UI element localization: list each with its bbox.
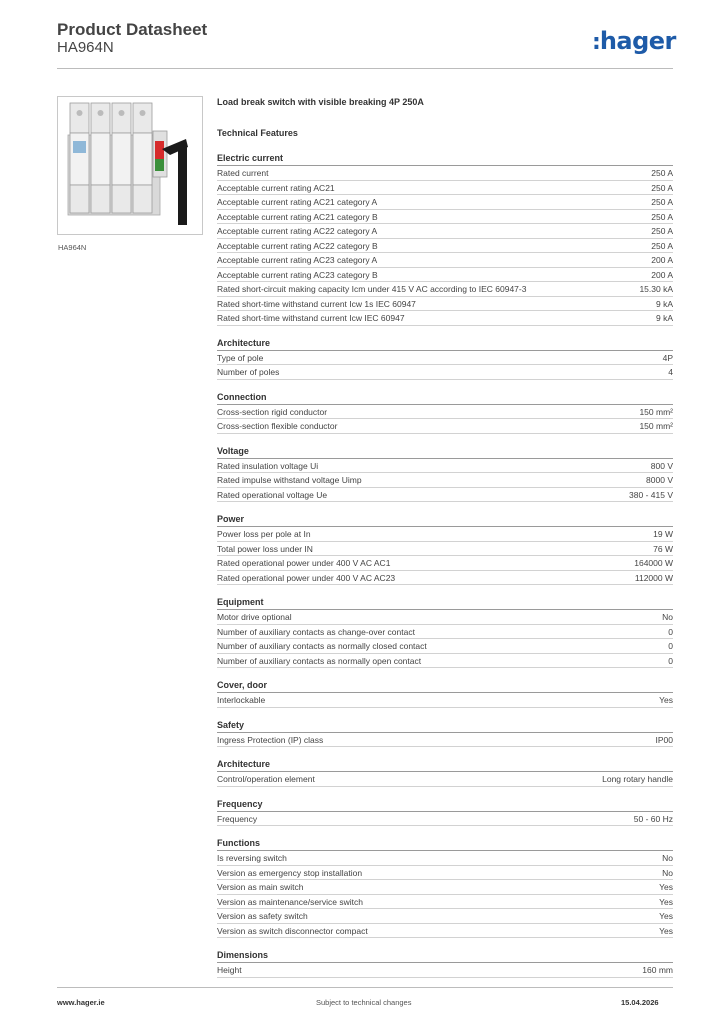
spec-row bbox=[217, 297, 673, 312]
page-title: Product Datasheet bbox=[57, 20, 208, 39]
spec-section bbox=[217, 152, 673, 326]
spec-row bbox=[217, 733, 673, 748]
spec-row bbox=[217, 880, 673, 895]
spec-label: Acceptable current rating AC23 category A bbox=[217, 255, 378, 265]
switch-illustration bbox=[58, 97, 202, 234]
section-title: Equipment bbox=[217, 596, 673, 610]
section-title: Cover, door bbox=[217, 679, 673, 693]
spec-value: No bbox=[662, 612, 673, 622]
spec-value: 9 kA bbox=[655, 298, 673, 309]
spec-sections bbox=[217, 152, 673, 978]
spec-value: 76 W bbox=[653, 543, 673, 554]
footer-notice: Subject to technical changes bbox=[316, 998, 412, 1007]
spec-label: Acceptable current rating AC23 category B bbox=[217, 269, 378, 280]
spec-value: 200 A bbox=[651, 269, 673, 280]
spec-row bbox=[217, 473, 673, 488]
section-title: Dimensions bbox=[217, 949, 673, 963]
spec-value: 8000 V bbox=[646, 475, 673, 485]
section-title: Safety bbox=[217, 719, 673, 733]
spec-label: Rated current bbox=[217, 168, 269, 178]
product-title: Load break switch with visible breaking 4P 250A bbox=[217, 97, 424, 107]
spec-label: Type of pole bbox=[217, 352, 264, 363]
spec-value: 164000 W bbox=[634, 558, 673, 568]
spec-row bbox=[217, 851, 673, 866]
spec-label: Rated short-time withstand current Icw IEC 60947 bbox=[217, 313, 405, 323]
spec-row bbox=[217, 693, 673, 708]
spec-value: Yes bbox=[659, 925, 673, 936]
product-image bbox=[57, 96, 203, 235]
spec-value: 4P bbox=[662, 352, 673, 363]
spec-row bbox=[217, 351, 673, 366]
spec-value: No bbox=[662, 867, 673, 878]
spec-label: Rated short-circuit making capacity Icm under 415 V AC according to IEC 60947-3 bbox=[217, 284, 527, 294]
spec-value: 160 mm bbox=[642, 965, 673, 975]
spec-value: IP00 bbox=[655, 734, 673, 745]
spec-row bbox=[217, 772, 673, 787]
spec-value: 250 A bbox=[651, 240, 673, 251]
spec-label: Ingress Protection (IP) class bbox=[217, 734, 324, 745]
spec-label: Is reversing switch bbox=[217, 853, 287, 863]
spec-value: 150 mm² bbox=[639, 406, 673, 417]
product-code: HA964N bbox=[57, 39, 114, 56]
spec-row bbox=[217, 895, 673, 910]
spec-section bbox=[217, 513, 673, 585]
spec-row bbox=[217, 282, 673, 297]
spec-value: 380 - 415 V bbox=[629, 489, 673, 500]
section-title: Electric current bbox=[217, 152, 673, 166]
spec-value: 15.30 kA bbox=[639, 284, 673, 294]
spec-row bbox=[217, 210, 673, 225]
logo-text: hager bbox=[599, 27, 676, 55]
spec-row bbox=[217, 195, 673, 210]
spec-label: Rated operational power under 400 V AC AC1 bbox=[217, 558, 391, 568]
spec-value: 250 A bbox=[651, 197, 673, 207]
spec-value: Yes bbox=[659, 882, 673, 892]
spec-row bbox=[217, 268, 673, 283]
spec-value: Long rotary handle bbox=[602, 774, 673, 784]
technical-features-heading: Technical Features bbox=[217, 128, 298, 138]
spec-value: 250 A bbox=[651, 226, 673, 236]
spec-value: 112000 W bbox=[634, 572, 673, 583]
spec-label: Version as maintenance/service switch bbox=[217, 896, 363, 907]
spec-row bbox=[217, 924, 673, 939]
spec-label: Power loss per pole at In bbox=[217, 529, 311, 539]
spec-value: 4 bbox=[668, 367, 673, 377]
spec-label: Frequency bbox=[217, 813, 258, 824]
spec-section bbox=[217, 337, 673, 380]
spec-section bbox=[217, 837, 673, 938]
spec-label: Number of auxiliary contacts as normally open contact bbox=[217, 655, 422, 666]
footer-divider bbox=[57, 987, 673, 988]
footer-website: www.hager.ie bbox=[57, 998, 105, 1007]
spec-section bbox=[217, 679, 673, 708]
spec-label: Number of poles bbox=[217, 367, 280, 377]
spec-section bbox=[217, 391, 673, 434]
spec-row bbox=[217, 239, 673, 254]
spec-row bbox=[217, 571, 673, 586]
spec-section bbox=[217, 596, 673, 668]
spec-label: Interlockable bbox=[217, 695, 266, 705]
spec-row bbox=[217, 459, 673, 474]
spec-section bbox=[217, 949, 673, 978]
spec-label: Rated operational power under 400 V AC AC23 bbox=[217, 572, 396, 583]
spec-row bbox=[217, 419, 673, 434]
spec-row bbox=[217, 405, 673, 420]
spec-row bbox=[217, 311, 673, 326]
section-title: Connection bbox=[217, 391, 673, 405]
spec-value: 0 bbox=[668, 641, 673, 651]
spec-row bbox=[217, 224, 673, 239]
spec-label: Cross-section rigid conductor bbox=[217, 406, 328, 417]
section-title: Functions bbox=[217, 837, 673, 851]
spec-value: 250 A bbox=[651, 168, 673, 178]
spec-label: Rated insulation voltage Ui bbox=[217, 460, 319, 471]
spec-row bbox=[217, 610, 673, 625]
spec-row bbox=[217, 181, 673, 196]
spec-value: Yes bbox=[659, 911, 673, 921]
spec-row bbox=[217, 625, 673, 640]
spec-label: Height bbox=[217, 965, 242, 975]
spec-label: Number of auxiliary contacts as change-over contact bbox=[217, 626, 415, 637]
spec-value: 150 mm² bbox=[639, 421, 673, 431]
spec-row bbox=[217, 963, 673, 978]
image-caption: HA964N bbox=[58, 243, 87, 252]
spec-value: No bbox=[662, 853, 673, 863]
spec-section bbox=[217, 798, 673, 827]
spec-value: 0 bbox=[668, 626, 673, 637]
spec-row bbox=[217, 542, 673, 557]
section-title: Architecture bbox=[217, 337, 673, 351]
spec-label: Acceptable current rating AC21 category A bbox=[217, 197, 378, 207]
spec-row bbox=[217, 556, 673, 571]
spec-section bbox=[217, 758, 673, 787]
spec-row bbox=[217, 166, 673, 181]
spec-label: Control/operation element bbox=[217, 774, 315, 784]
spec-label: Acceptable current rating AC22 category B bbox=[217, 240, 378, 251]
logo-colon-mark: : bbox=[592, 30, 600, 55]
spec-content bbox=[217, 96, 673, 978]
header-divider bbox=[57, 68, 673, 69]
spec-value: 250 A bbox=[651, 182, 673, 193]
spec-row bbox=[217, 253, 673, 268]
spec-row bbox=[217, 527, 673, 542]
spec-label: Cross-section flexible conductor bbox=[217, 421, 338, 431]
spec-row bbox=[217, 488, 673, 503]
spec-value: 9 kA bbox=[655, 313, 673, 323]
spec-row bbox=[217, 654, 673, 669]
spec-value: 250 A bbox=[651, 211, 673, 222]
section-title: Architecture bbox=[217, 758, 673, 772]
spec-label: Rated short-time withstand current Icw 1s IEC 60947 bbox=[217, 298, 416, 309]
spec-label: Version as safety switch bbox=[217, 911, 308, 921]
spec-label: Acceptable current rating AC21 bbox=[217, 182, 335, 193]
spec-value: 200 A bbox=[651, 255, 673, 265]
spec-row bbox=[217, 812, 673, 827]
spec-label: Acceptable current rating AC22 category A bbox=[217, 226, 378, 236]
hager-logo bbox=[592, 27, 676, 55]
spec-label: Rated impulse withstand voltage Uimp bbox=[217, 475, 362, 485]
spec-row bbox=[217, 365, 673, 380]
section-title: Power bbox=[217, 513, 673, 527]
spec-value: 50 - 60 Hz bbox=[633, 813, 673, 824]
spec-section bbox=[217, 719, 673, 748]
spec-value: 0 bbox=[668, 655, 673, 666]
spec-label: Total power loss under IN bbox=[217, 543, 313, 554]
spec-value: Yes bbox=[659, 896, 673, 907]
spec-row bbox=[217, 866, 673, 881]
spec-label: Motor drive optional bbox=[217, 612, 292, 622]
spec-label: Version as main switch bbox=[217, 882, 304, 892]
section-title: Voltage bbox=[217, 445, 673, 459]
spec-value: 19 W bbox=[653, 529, 673, 539]
spec-value: Yes bbox=[659, 695, 673, 705]
section-title: Frequency bbox=[217, 798, 673, 812]
footer-date: 15.04.2026 bbox=[621, 998, 659, 1007]
spec-label: Version as emergency stop installation bbox=[217, 867, 363, 878]
spec-label: Rated operational voltage Ue bbox=[217, 489, 328, 500]
spec-row bbox=[217, 909, 673, 924]
spec-label: Number of auxiliary contacts as normally closed contact bbox=[217, 641, 427, 651]
spec-value: 800 V bbox=[650, 460, 673, 471]
spec-row bbox=[217, 639, 673, 654]
spec-section bbox=[217, 445, 673, 503]
spec-label: Version as switch disconnector compact bbox=[217, 925, 368, 936]
spec-label: Acceptable current rating AC21 category B bbox=[217, 211, 378, 222]
